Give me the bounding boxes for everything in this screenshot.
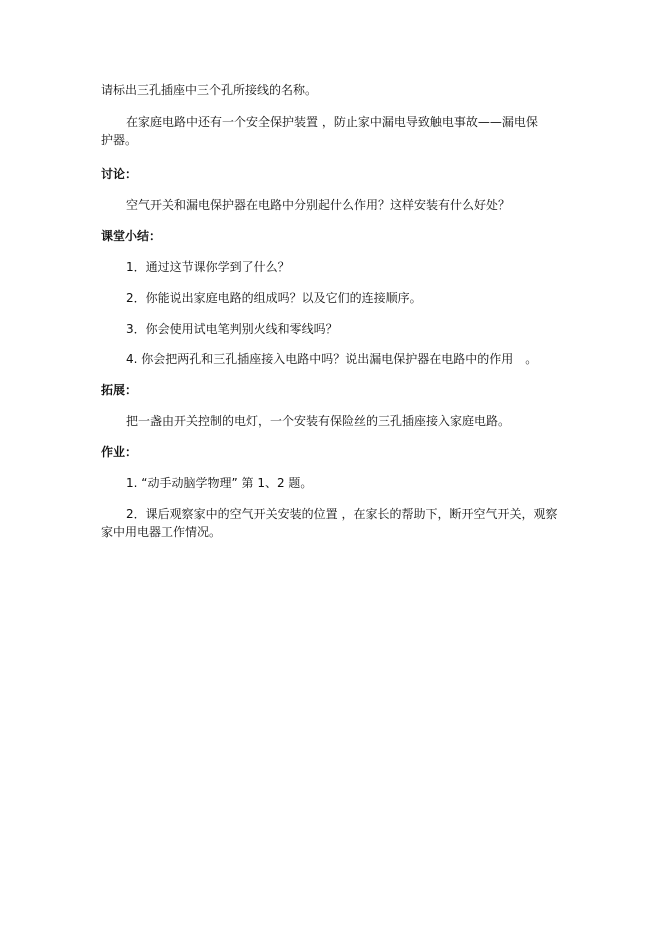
paragraph-leakage-protector: 在家庭电路中还有一个安全保护装置 ，防止家中漏电导致触电事故——漏电保护器。 [101, 115, 538, 147]
summary-item-4: 4. 你会把两孔和三孔插座接入电路中吗？说出漏电保护器在电路中的作用 。 [126, 352, 538, 366]
heading-class-summary: 课堂小结： [101, 229, 162, 243]
summary-item-3: 3．你会使用试电笔判别火线和零线吗？ [126, 322, 338, 336]
summary-item-1: 1．通过这节课你学到了什么？ [126, 260, 290, 274]
paragraph-socket-names: 请标出三孔插座中三个孔所接线的名称。 [101, 83, 318, 97]
paragraph-extension: 把一盏由开关控制的电灯，一个安装有保险丝的三孔插座接入家庭电路。 [126, 414, 511, 428]
summary-item-2: 2．你能说出家庭电路的组成吗？以及它们的连接顺序。 [126, 291, 422, 305]
homework-item-2: 2．课后观察家中的空气开关安装的位置 ，在家长的帮助下，断开空气开关，观察家中用电器工作情况。 [101, 507, 558, 539]
paragraph-discussion: 空气开关和漏电保护器在电路中分别起什么作用？这样安装有什么好处？ [126, 198, 511, 212]
heading-extension: 拓展： [101, 383, 138, 397]
homework-item-1: 1. “动手动脑学物理” 第 1、2 题。 [126, 476, 313, 490]
heading-homework: 作业： [101, 445, 138, 459]
heading-discussion: 讨论： [101, 167, 138, 181]
